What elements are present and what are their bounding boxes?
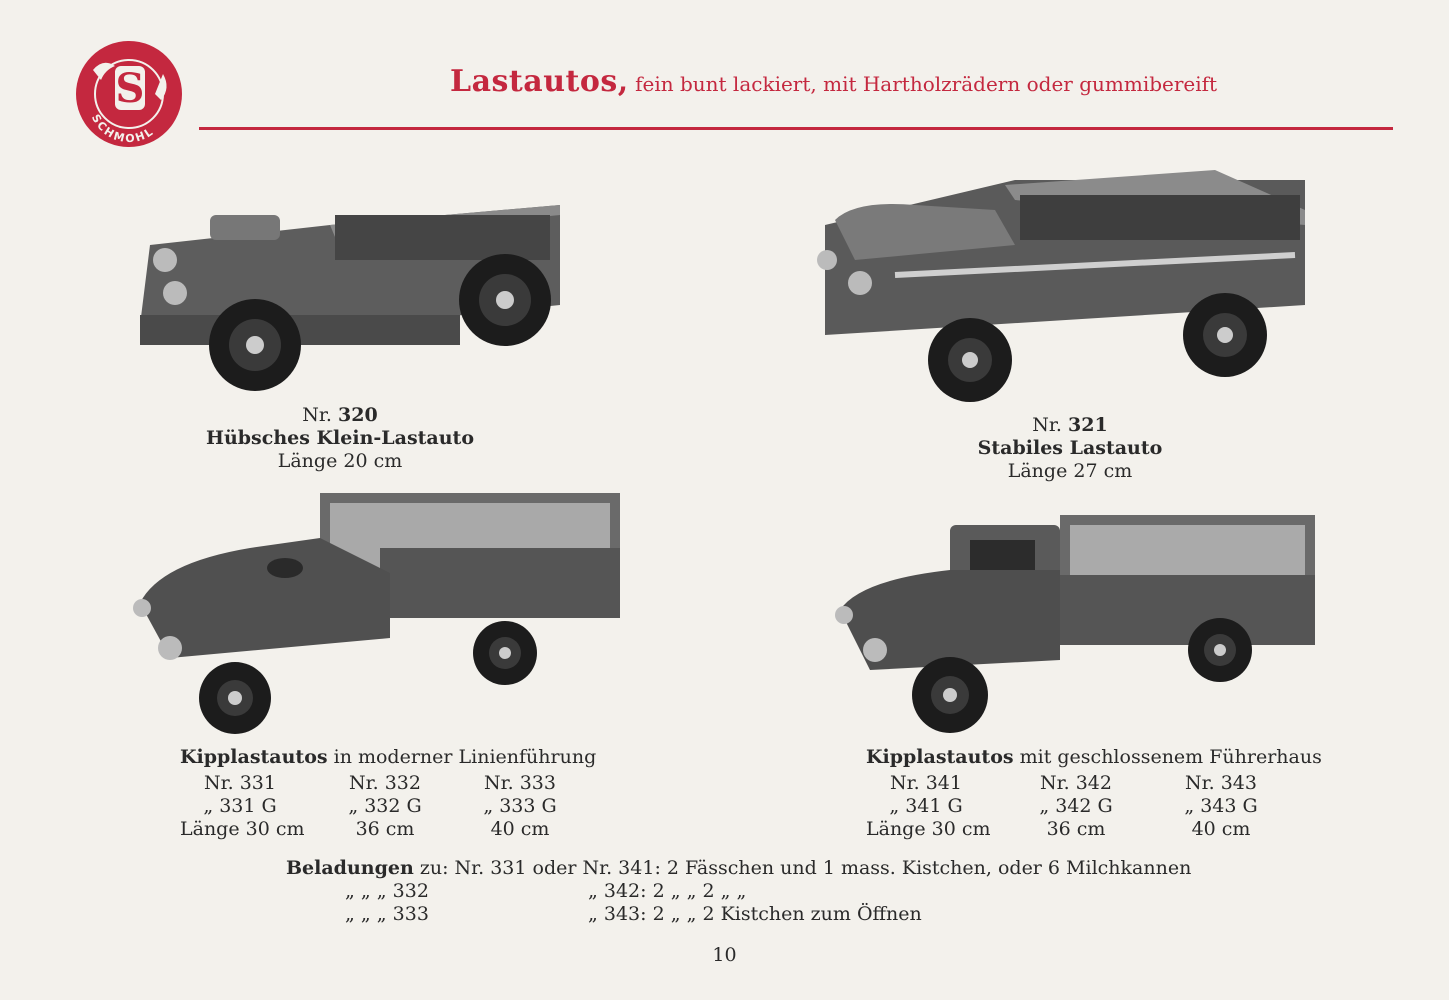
table-cell: Länge 30 cm — [866, 818, 991, 840]
heading-bold: Kipplastautos — [866, 746, 1014, 768]
table-cell: Länge 30 cm — [180, 818, 305, 840]
table-cell: „ 343 G — [1184, 795, 1258, 817]
svg-text:SCHMOHL: SCHMOHL — [88, 112, 157, 146]
table-cell: „ 341 G — [889, 795, 963, 817]
title-bold: Lastautos, — [450, 64, 629, 99]
caption-320 — [190, 404, 490, 473]
beladungen-line-3a: „ „ „ 333 — [345, 903, 429, 925]
table-cell: 36 cm — [355, 818, 415, 840]
beladungen-line-2b: „ 342: 2 „ „ 2 „ „ — [588, 880, 747, 902]
photo-truck-331 — [130, 488, 630, 738]
item-name: Hübsches Klein-Lastauto — [206, 427, 474, 449]
table-cell: „ 331 G — [203, 795, 277, 817]
photo-truck-321 — [815, 165, 1315, 410]
item-length: Länge 27 cm — [1007, 460, 1133, 482]
table-cell: 40 cm — [1191, 818, 1251, 840]
table-cell: „ 332 G — [348, 795, 422, 817]
table-cell: 36 cm — [1046, 818, 1106, 840]
item-name: Stabiles Lastauto — [977, 437, 1163, 459]
nr-label: Nr. — [302, 404, 332, 426]
item-number: 320 — [338, 404, 378, 426]
table-cell: Nr. 342 — [1040, 772, 1112, 794]
page-title — [450, 64, 1217, 99]
table-cell: Nr. 331 — [204, 772, 276, 794]
title-rest: fein bunt lackiert, mit Hartholzrädern oder gummibereift — [635, 72, 1218, 96]
beladungen-label: Beladungen — [286, 857, 414, 879]
item-length: Länge 20 cm — [277, 450, 403, 472]
kipp2-heading — [866, 746, 1322, 769]
photo-truck-341 — [830, 510, 1320, 740]
item-number: 321 — [1068, 414, 1108, 436]
beladungen-text: zu: Nr. 331 oder Nr. 341: 2 Fässchen und 1 mass. Kistchen, oder 6 Milchkannen — [419, 857, 1192, 879]
beladungen-line-2a: „ „ „ 332 — [345, 880, 429, 902]
heading-rest: mit geschlossenem Führerhaus — [1019, 746, 1322, 768]
table-cell: „ 342 G — [1039, 795, 1113, 817]
table-cell: Nr. 333 — [484, 772, 556, 794]
table-cell: Nr. 332 — [349, 772, 421, 794]
nr-label: Nr. — [1032, 414, 1062, 436]
kipp1-heading — [180, 746, 596, 769]
kipp2-table — [866, 772, 1296, 847]
heading-bold: Kipplastautos — [180, 746, 328, 768]
heading-rest: in moderner Linienführung — [333, 746, 597, 768]
beladungen-line-3b: „ 343: 2 „ „ 2 Kistchen zum Öffnen — [588, 903, 922, 925]
photo-truck-320 — [130, 185, 570, 400]
svg-text:S: S — [115, 65, 145, 112]
header-rule — [199, 127, 1393, 130]
caption-321 — [920, 414, 1220, 483]
beladungen-line-1 — [286, 857, 1191, 880]
table-cell: Nr. 343 — [1185, 772, 1257, 794]
kipp1-table — [180, 772, 600, 847]
schmohl-logo — [75, 40, 183, 148]
table-cell: 40 cm — [490, 818, 550, 840]
table-cell: Nr. 341 — [890, 772, 962, 794]
page-number: 10 — [712, 944, 737, 966]
table-cell: „ 333 G — [483, 795, 557, 817]
